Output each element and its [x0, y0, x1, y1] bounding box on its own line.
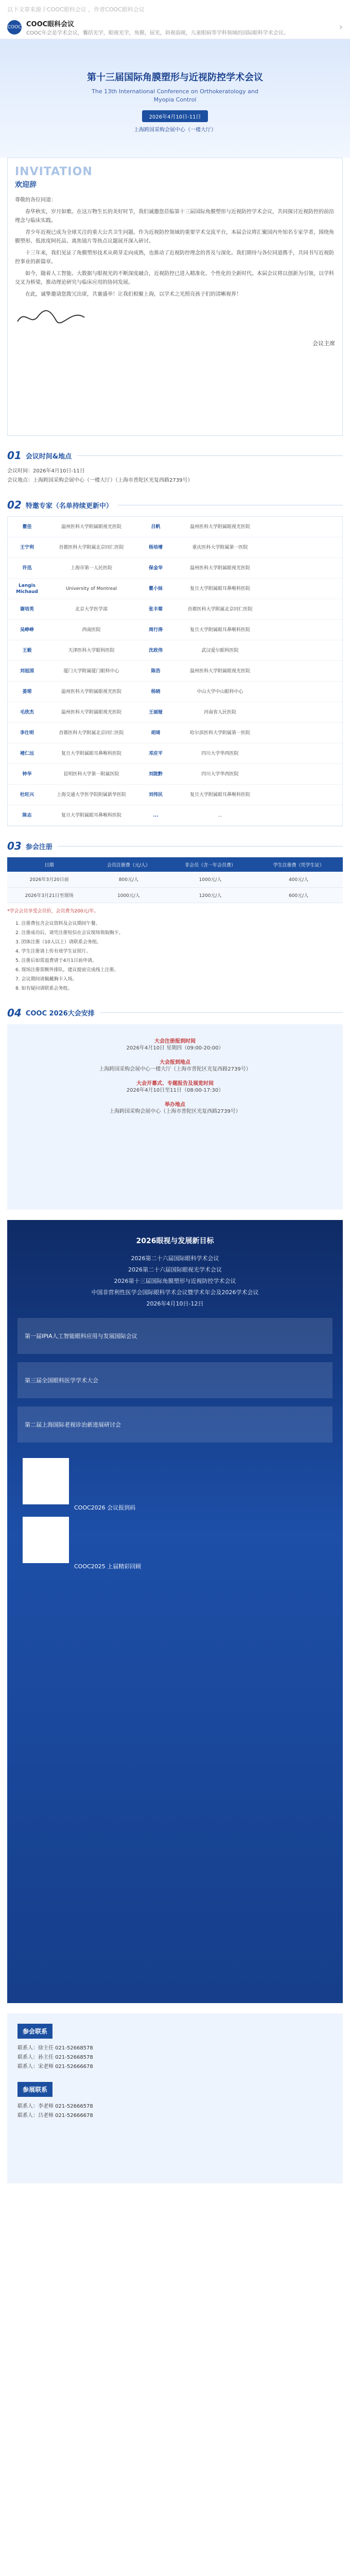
- section-header-registration: [7, 840, 343, 852]
- speaker-name: 许迅: [22, 565, 32, 571]
- section-number: 04: [7, 1006, 22, 1019]
- speaker-name: 陈浩: [151, 668, 161, 674]
- contact-line: 联系人：吕老师 021-52666678: [18, 2112, 93, 2119]
- section-title: 参会注册: [25, 843, 52, 851]
- speaker-affiliation: 北京大学医学部: [75, 606, 108, 612]
- speaker-name: 周行涛: [148, 627, 163, 633]
- speaker-row: [8, 764, 342, 785]
- account-name: COOC眼科会议: [26, 20, 75, 28]
- speaker-name: 褚仁远: [20, 751, 34, 756]
- event-card: 第三届全国眼科医学学术大会: [18, 1362, 332, 1398]
- schedule-heading: 大会报到地点: [160, 1059, 190, 1065]
- poster-line: 中国非营利性医学会国际眼科学术会议暨学术年会及2026学术会议: [91, 1289, 259, 1296]
- welcome-letter: [7, 158, 343, 436]
- fee-note: *学会会员享受会员价，会员费为200元/年。: [7, 908, 99, 914]
- section-number: 01: [7, 449, 22, 462]
- rule-item: 4. 学生注册请上传有效学生证照片。: [15, 948, 91, 954]
- table-row: [7, 872, 343, 887]
- speaker-affiliation: 西南医院: [82, 627, 101, 633]
- place-value: 上海跨国采购会展中心（一楼大厅）（上海市普陀区光复西路2739号）: [33, 478, 193, 483]
- subtitle-line-1: The 13th International Conference on Orthokeratology and: [92, 88, 258, 95]
- letter-para: 如今，随着人工智能、大数据与眼视光的不断深度融合，近视防控已进入精准化、个性化的全新时代。本届会议将以创新为引领，以学科交叉为桥梁，推动理论研究与临床应用的协同发展。: [15, 271, 334, 285]
- speaker-name: 陈志: [22, 812, 32, 818]
- contact-label: 参展联系: [18, 2082, 52, 2097]
- welcome-title: 欢迎辞: [15, 181, 37, 189]
- speaker-name: ...: [153, 812, 159, 818]
- signer: 会议主席: [312, 340, 335, 347]
- speaker-name: 姜珺: [22, 689, 32, 694]
- poster-line: 2026第二十六届国际眼科学术会议: [131, 1255, 219, 1262]
- speaker-affiliation: 重庆医科大学附属第一医院: [192, 545, 248, 550]
- speaker-affiliation: 天津医科大学眼科医院: [68, 648, 115, 653]
- divider: [77, 455, 343, 456]
- qr-label: COOC2025 上届精彩回顾: [74, 1563, 142, 1570]
- speaker-name: 杜旺兴: [20, 792, 34, 798]
- schedule-heading: 大会注册报到时间: [154, 1038, 196, 1044]
- speaker-name: 胡琦: [151, 730, 161, 736]
- fee-header: 学生注册费（凭学生证）: [254, 857, 343, 872]
- speaker-row: [8, 723, 342, 743]
- schedule-text: 上海跨国采购会展中心（上海市普陀区光复西路2739号）: [109, 1108, 241, 1114]
- speaker-affiliation: 复旦大学附属眼耳鼻喉科医院: [189, 586, 250, 591]
- poster-lines: [18, 1253, 332, 1310]
- speaker-affiliation: 首都医科大学附属北京同仁医院: [59, 545, 124, 550]
- signature-scrawl: [15, 306, 87, 329]
- rule-item: 6. 现场注册需额外排队，建议提前完成线上注册。: [15, 967, 119, 973]
- contact-line: 联系人：孙主任 021-52668578: [18, 2054, 93, 2060]
- speaker-row: [8, 599, 342, 620]
- poster-line: 2026第十三届国际角膜塑形与近视防控学术会议: [114, 1277, 236, 1284]
- speaker-affiliation: 四川大学华西医院: [201, 771, 239, 777]
- account-card[interactable]: [0, 15, 350, 39]
- subtitle-line-2: Myopia Control: [153, 96, 197, 103]
- poster-line: 2026年4月10日-12日: [146, 1300, 204, 1307]
- speaker-name: 王丽娅: [148, 709, 163, 715]
- speaker-name: 谢培英: [20, 606, 34, 612]
- speaker-name: 吕帆: [151, 524, 161, 530]
- speaker-row: [8, 579, 342, 599]
- speaker-affiliation: 温州医科大学附属眼视光医院: [189, 565, 250, 571]
- qr-label: COOC2026 会议报到码: [74, 1504, 136, 1511]
- speaker-affiliation: ...: [218, 812, 222, 818]
- schedule-heading: 大会开幕式、专题报告及展览时间: [136, 1080, 214, 1087]
- schedule-heading: 举办地点: [165, 1101, 185, 1108]
- event-card: 第二届上海国际老视诊治新进展研讨会: [18, 1406, 332, 1443]
- speaker-affiliation: 温州医科大学附属眼视光医院: [189, 524, 250, 530]
- conference-subtitle: [0, 88, 350, 104]
- invitation-heading: INVITATION: [15, 165, 93, 178]
- section-title: COOC 2026大会安排: [25, 1010, 95, 1018]
- speaker-name: 刘陇黔: [148, 771, 163, 777]
- speaker-name: 瞿小妹: [148, 586, 163, 591]
- account-logo: COOC: [7, 20, 22, 35]
- speaker-name: 刘祖国: [20, 668, 34, 674]
- speaker-affiliation: 昆明医科大学第一附属医院: [63, 771, 119, 777]
- fee-cell: 800元/人: [91, 872, 166, 887]
- contact-line: 联系人：宋老师 021-52666678: [18, 2063, 93, 2070]
- speaker-row: [8, 805, 342, 826]
- fee-cell: 1000元/人: [91, 887, 166, 903]
- rule-item: 1. 注册费包含会议资料及会议期间午餐。: [15, 921, 100, 926]
- speaker-affiliation: 首都医科大学附属北京同仁医院: [187, 606, 253, 612]
- chevron-right-icon[interactable]: ›: [339, 22, 343, 32]
- section-header-time: [7, 449, 343, 462]
- contact-line: 联系人：李老师 021-52666578: [18, 2103, 93, 2109]
- section-number: 03: [7, 840, 22, 852]
- speaker-name: 保金华: [148, 565, 163, 571]
- qr-code-icon[interactable]: [23, 1517, 69, 1563]
- speaker-affiliation: 上海市第一人民医院: [70, 565, 112, 571]
- speaker-name: 吴峥峥: [20, 627, 34, 633]
- letter-para: 在此，诚挚邀请您拨冗出席，共襄盛举！让我们相聚上海，以学术之光照亮孩子们的清晰视界！: [25, 292, 241, 297]
- speaker-name: 张丰菊: [148, 606, 163, 612]
- speaker-row: [8, 537, 342, 558]
- fee-header: 非会员（含一年会员费）: [166, 857, 255, 872]
- table-row: [7, 887, 343, 903]
- fee-cell: 400元/人: [254, 872, 343, 887]
- speaker-row: [8, 517, 342, 537]
- rule-item: 5. 注册后如需退费请于4月1日前申请。: [15, 958, 97, 963]
- place-label: 会议地点：: [7, 478, 33, 483]
- speaker-affiliation: 四川大学华西医院: [201, 751, 239, 756]
- speaker-affiliation: 复旦大学附属眼耳鼻喉科医院: [61, 812, 121, 818]
- speaker-affiliation: 首都医科大学附属北京同仁医院: [59, 730, 124, 736]
- poster-title: 2026眼视与发展新目标: [136, 1236, 214, 1245]
- rule-item: 8. 如有疑问请联系会务组。: [15, 986, 73, 991]
- fee-cell: 600元/人: [254, 887, 343, 903]
- fee-cell: 2026年3月21日至现场: [7, 887, 91, 903]
- contact-label: 参会联系: [18, 2024, 52, 2039]
- speaker-name: 王毅: [22, 648, 32, 653]
- salutation: 尊敬的各位同道：: [15, 197, 56, 203]
- letter-para: 青少年近视已成为全球关注的重大公共卫生问题。作为近视防控领域的重要学术交流平台，本届会议将汇聚国内外知名专家学者，围绕角膜塑形、低浓度阿托品、离焦镜片等热点议题展开深入研讨。: [15, 230, 334, 244]
- conference-date: 2026年4月10日-11日: [142, 110, 208, 122]
- contact-box: [7, 2013, 343, 2183]
- rule-item: 2. 注册成功后，请凭注册短信在会议现场领取胸卡。: [15, 930, 124, 936]
- account-desc: COOC年会是学术会议，囊括光学，眼视光学，角膜，屈光，斜视弱视，儿童眼病等学科领域的国际眼科学术会议。: [26, 30, 289, 36]
- fee-cell: 1200元/人: [166, 887, 255, 903]
- speaker-affiliation: 温州医科大学附属眼视光医院: [61, 689, 121, 694]
- speaker-row: [8, 661, 342, 682]
- speaker-affiliation: 厦门大学附属厦门眼科中心: [63, 668, 119, 674]
- letter-para: 十三年来，我们见证了角膜塑形技术从萌芽走向成熟，也推动了近视防控理念的普及与深化。我们期待与各位同道携手，共同书写近视防控事业的新篇章。: [15, 250, 334, 265]
- speaker-affiliation: 复旦大学附属眼耳鼻喉科医院: [189, 792, 250, 798]
- conference-place: 上海跨国采购会展中心（一楼大厅）: [134, 127, 216, 133]
- registration-rules: [15, 919, 343, 993]
- speaker-affiliation: University of Montreal: [65, 586, 117, 591]
- time-value: 2026年4月10日-11日: [33, 468, 85, 474]
- speaker-affiliation: 复旦大学附属眼耳鼻喉科医院: [61, 751, 121, 756]
- time-label: 会议时间：: [7, 468, 33, 474]
- speaker-affiliation: 哈尔滨医科大学附属第一医院: [189, 730, 250, 736]
- speaker-list: [7, 516, 343, 826]
- fee-header: 会员注册费（元/人）: [91, 857, 166, 872]
- schedule-text: 上海跨国采购会展中心一楼大厅（上海市普陀区光复西路2739号）: [99, 1066, 251, 1072]
- speaker-name: 杨培增: [148, 545, 163, 550]
- fee-cell: 2026年3月20日前: [7, 872, 91, 887]
- section-header-schedule: [7, 1007, 343, 1019]
- letter-para: 春华秋实，岁月如歌。在这万物生长的美好时节，我们诚邀您莅临第十三届国际角膜塑形与近视防控学术会议，共同探讨近视防控的前沿理念与临床实践。: [15, 209, 334, 224]
- speaker-name: 沈政伟: [148, 648, 163, 653]
- section-title: 特邀专家（名单持续更新中）: [25, 502, 113, 510]
- schedule-box: [7, 1024, 343, 1210]
- divider: [100, 1012, 343, 1013]
- speaker-row: [8, 702, 342, 723]
- speaker-affiliation: 温州医科大学附属眼视光医院: [61, 709, 121, 715]
- speaker-name: Langis Michaud: [16, 583, 38, 595]
- speaker-affiliation: 温州医科大学附属眼视光医院: [189, 668, 250, 674]
- speaker-affiliation: 武汉爱尔眼科医院: [201, 648, 239, 653]
- poster-line: 2026第二十六届国际眼视光学术会议: [128, 1266, 222, 1273]
- fee-header: 日期: [7, 857, 91, 872]
- speaker-row: [8, 682, 342, 702]
- source-note: 以下文章来源于COOC眼科会议 ，作者COOC眼科会议: [7, 6, 145, 13]
- speaker-affiliation: 复旦大学附属眼耳鼻喉科医院: [189, 627, 250, 633]
- hero-banner: [0, 39, 350, 158]
- time-place-info: [7, 467, 343, 485]
- speaker-name: 毛欣杰: [20, 709, 34, 715]
- section-number: 02: [7, 499, 22, 511]
- speaker-name: 邓应平: [148, 751, 163, 756]
- schedule-text: 2026年4月10日 星期四（09:00-20:00）: [126, 1045, 224, 1051]
- event-poster: [7, 1220, 343, 2003]
- contact-line: 联系人：徐主任 021-52668578: [18, 2045, 93, 2051]
- speaker-name: 刘伟民: [148, 792, 163, 798]
- event-card: 第一届IPIA人工智能眼科应用与发展国际会议: [18, 1318, 332, 1354]
- qr-code-icon[interactable]: [23, 1458, 69, 1504]
- conference-title: 第十三届国际角膜塑形与近视防控学术会议: [87, 72, 263, 83]
- schedule-text: 2026年4月10日至11日（08:00-17:30）: [126, 1087, 224, 1093]
- speaker-affiliation: 河南省人民医院: [203, 709, 236, 715]
- speaker-row: [8, 785, 342, 805]
- speaker-name: 王宁利: [20, 545, 34, 550]
- speaker-row: [8, 558, 342, 579]
- speaker-name: 瞿佳: [22, 524, 32, 530]
- section-header-speakers: [7, 499, 343, 511]
- qr-area: [18, 1453, 332, 1570]
- rule-item: 3. 团体注册（10人以上）请联系会务组。: [15, 939, 101, 945]
- fee-cell: 1000元/人: [166, 872, 255, 887]
- speaker-affiliation: 温州医科大学附属眼视光医院: [61, 524, 121, 530]
- speaker-row: [8, 640, 342, 661]
- rule-item: 7. 会议期间请佩戴胸卡入场。: [15, 976, 77, 982]
- speaker-row: [8, 743, 342, 764]
- speaker-name: 李仕明: [20, 730, 34, 736]
- section-title: 会议时间&地点: [25, 452, 72, 461]
- speaker-name: 杨晓: [151, 689, 161, 694]
- speaker-affiliation: 上海交通大学医学院附属新华医院: [56, 792, 126, 798]
- speaker-row: [8, 620, 342, 640]
- fee-table: [7, 857, 343, 903]
- speaker-name: 钟华: [22, 771, 32, 777]
- speaker-affiliation: 中山大学中山眼科中心: [197, 689, 243, 694]
